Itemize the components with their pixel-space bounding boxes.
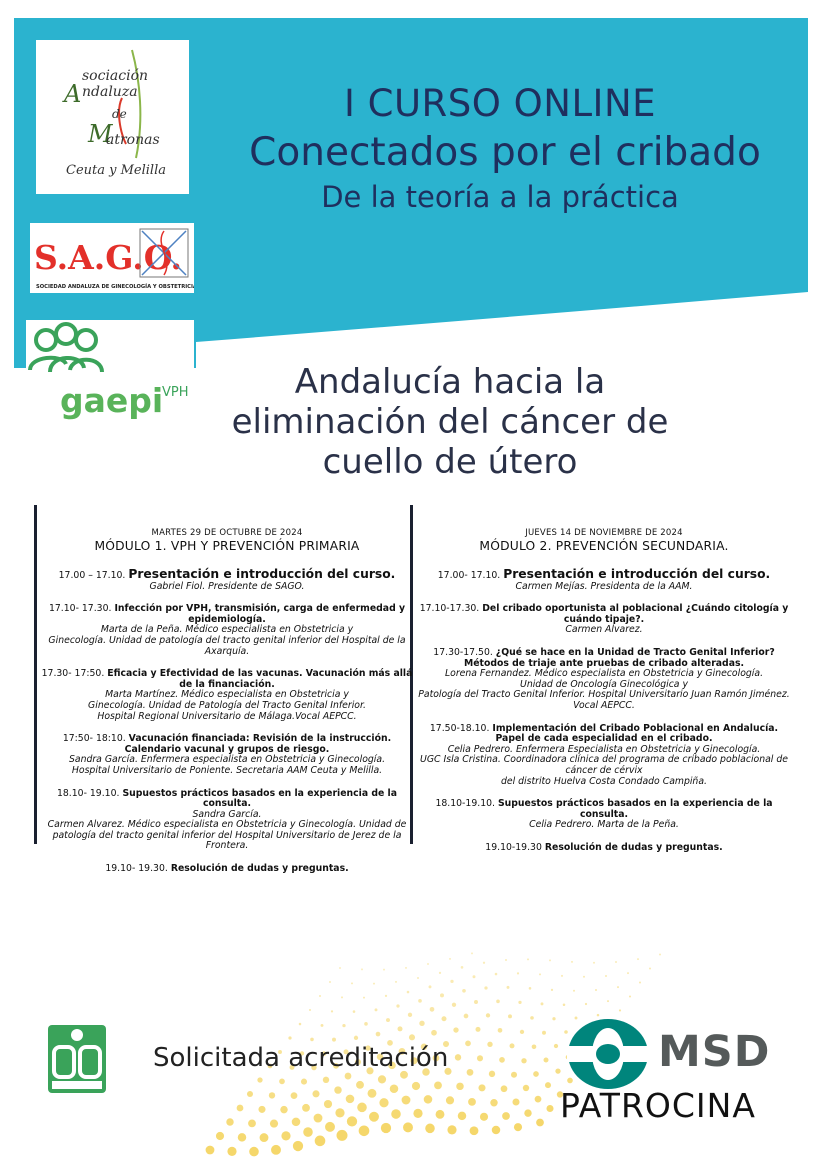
sago-letters: S.A.G.O. (34, 238, 183, 277)
speaker-line: Ginecología. Unidad de Patología del Tracto Genital Inferior. (88, 699, 366, 711)
speaker-line: Axarquía. (204, 645, 250, 657)
course-tagline: De la teoría a la práctica (321, 180, 679, 214)
campaign-subtitle (200, 362, 700, 482)
sago-logo (30, 223, 194, 293)
speaker-line: patología del tracto genital inferior del Hospital Universitario de Jerez de la (52, 829, 402, 841)
session-speakers (418, 669, 790, 711)
program-item (41, 734, 413, 776)
aam-line-1: sociación (82, 68, 149, 84)
sponsor-label: PATROCINA (560, 1086, 756, 1125)
speaker-line: Carmen Alvarez. Médico especialista en Obstetricia y Ginecología. Unidad de (47, 819, 407, 831)
program-item (418, 799, 790, 831)
speaker-line: cáncer de cérvix (565, 764, 643, 776)
session-speakers (41, 625, 413, 657)
aam-cap-m: M (88, 120, 113, 148)
speaker-line: Hospital Universitario de Poniente. Secretaria AAM Ceuta y Melilla. (71, 764, 383, 776)
program-item (41, 789, 413, 853)
session-speakers (41, 810, 413, 852)
session-speakers (41, 582, 413, 593)
speaker-line: Patología del Tracto Genital Inferior. Hospital Universitario Juan Ramón Jiménez. (418, 689, 790, 701)
speaker-line: Lorena Fernandez. Médico especialista en Obstetricia y Ginecología. (444, 668, 764, 680)
speaker-line: Unidad de Oncología Ginecológica y (520, 678, 688, 690)
session-time: 17.30- 17:50. (41, 668, 105, 680)
module-2-program (418, 508, 790, 853)
session-speakers (418, 820, 790, 831)
aam-line-3: de (112, 107, 127, 121)
gaepi-vph: VPH (162, 385, 189, 400)
aam-logo (36, 40, 189, 194)
session-topic: Supuestos prácticos basados en la experiencia de la consulta. (122, 787, 398, 810)
session-topic: Presentación e introducción del curso. (503, 567, 771, 581)
speaker-line: del distrito Huelva Costa Condado Campiña. (501, 775, 707, 787)
session-topic: Supuestos prácticos basados en la experiencia de la consulta. (497, 798, 773, 820)
session-speakers (418, 745, 790, 787)
speaker-line: UGC Isla Cristina. Coordinadora clínica del programa de cribado poblacional de (420, 754, 788, 766)
msd-logo-mark (567, 1018, 649, 1090)
subtitle-line: eliminación del cáncer de (231, 402, 669, 442)
accreditation-text: Solicitada acreditación (153, 1043, 449, 1073)
session-topic: Vacunación financiada: Revisión de la instrucción. Calendario vacunal y grupos de riesgo. (124, 733, 392, 755)
session-time: 17.10- 17.30. (48, 603, 112, 615)
session-time: 18.10- 19.10. (56, 787, 120, 799)
course-title: I CURSO ONLINE (343, 82, 657, 125)
sago-subtitle: SOCIEDAD ANDALUZA DE GINECOLOGÍA Y OBSTETRICIA (36, 284, 194, 290)
session-topic: Resolución de dudas y preguntas. (544, 841, 723, 853)
speaker-line: Marta de la Peña. Médico especialista en Obstetricia y (100, 624, 354, 636)
session-time: 17.50-18.10. (429, 722, 490, 734)
speaker-line: Frontera. (205, 840, 249, 852)
program-item (418, 648, 790, 712)
speaker-line: Sandra García. (192, 808, 262, 820)
module-1-program (41, 508, 413, 875)
session-topic: Resolución de dudas y preguntas. (170, 863, 349, 875)
program-item (41, 669, 413, 722)
session-time: 17.00 – 17.10. (58, 570, 126, 581)
speaker-line: Carmen Mejías. Presidenta de la AAM. (515, 580, 693, 592)
session-speakers (41, 690, 413, 722)
module-title: MÓDULO 1. VPH Y PREVENCIÓN PRIMARIA (94, 539, 360, 553)
session-topic: Presentación e introducción del curso. (128, 567, 396, 581)
program-item (41, 604, 413, 657)
session-time: 19.10- 19.30. (105, 863, 168, 875)
gaepi-text: gaepi (60, 381, 164, 420)
speaker-line: Gabriel Fiol. Presidente de SAGO. (149, 580, 305, 592)
program-item (418, 843, 790, 854)
course-name: Conectados por el cribado (249, 130, 761, 175)
session-time: 17.30-17.50. (433, 646, 493, 658)
speaker-line: Carmen Alvarez. (565, 624, 643, 636)
aam-line-4: atronas (106, 132, 160, 148)
session-speakers (41, 755, 413, 776)
session-speakers (418, 625, 790, 636)
module-date: JUEVES 14 DE NOVIEMBRE DE 2024 (525, 528, 683, 538)
session-time: 17.00- 17.10. (437, 570, 501, 581)
subtitle-line: cuello de útero (322, 442, 578, 482)
program-item (41, 864, 413, 875)
msd-logo-text: MSD (658, 1027, 771, 1077)
session-speakers (418, 582, 790, 593)
session-time: 17:50- 18:10. (62, 733, 126, 745)
aam-cap-a1: A (64, 80, 82, 108)
session-topic: ¿Qué se hace en la Unidad de Tracto Genital Inferior? Métodos de triaje ante pruebas de cribado alteradas. (463, 646, 775, 669)
subtitle-line: Andalucía hacia la (294, 362, 606, 402)
speaker-line: Marta Martínez. Médico especialista en Obstetricia y (105, 689, 349, 701)
program-item (418, 724, 790, 788)
gaepi-logo (26, 320, 194, 424)
speaker-line: Sandra García. Enfermera especialista en Obstetricia y Ginecología. (68, 754, 386, 766)
session-time: 18.10-19.10. (435, 798, 495, 810)
column-divider (34, 505, 37, 844)
session-time: 17.10-17.30. (419, 603, 480, 615)
session-topic: Infección por VPH, transmisión, carga de enfermedad y epidemiología. (114, 603, 406, 625)
session-topic: Eficacia y Efectividad de las vacunas. Vacunación más allá de la financiación. (107, 668, 413, 690)
aam-line-2: ndaluza (82, 84, 138, 100)
sistema-acreditacion-logo (46, 1023, 108, 1095)
program-item (41, 569, 413, 592)
module-title: MÓDULO 2. PREVENCIÓN SECUNDARIA. (479, 539, 729, 553)
session-topic: Del cribado oportunista al poblacional ¿Cuándo citología y cuándo tipaje?. (482, 603, 789, 625)
speaker-line: Vocal AEPCC. (573, 699, 635, 711)
speaker-line: Celia Pedrero. Enfermera Especialista en Obstetricia y Ginecología. (447, 743, 761, 755)
speaker-line: Celia Pedrero. Marta de la Peña. (529, 819, 679, 831)
speaker-line: Ginecología. Unidad de patología del tracto genital inferior del Hospital de la (48, 634, 406, 646)
speaker-line: Hospital Regional Universitario de Málaga.Vocal AEPCC. (97, 710, 357, 722)
module-date: MARTES 29 DE OCTUBRE DE 2024 (151, 528, 303, 538)
program-item (418, 604, 790, 636)
session-time: 19.10-19.30 (485, 841, 542, 853)
program-item (418, 569, 790, 592)
session-topic: Implementación del Cribado Poblacional en Andalucía. Papel de cada especialidad en el cribado. (492, 722, 779, 745)
aam-line-5: Ceuta y Melilla (66, 163, 166, 178)
